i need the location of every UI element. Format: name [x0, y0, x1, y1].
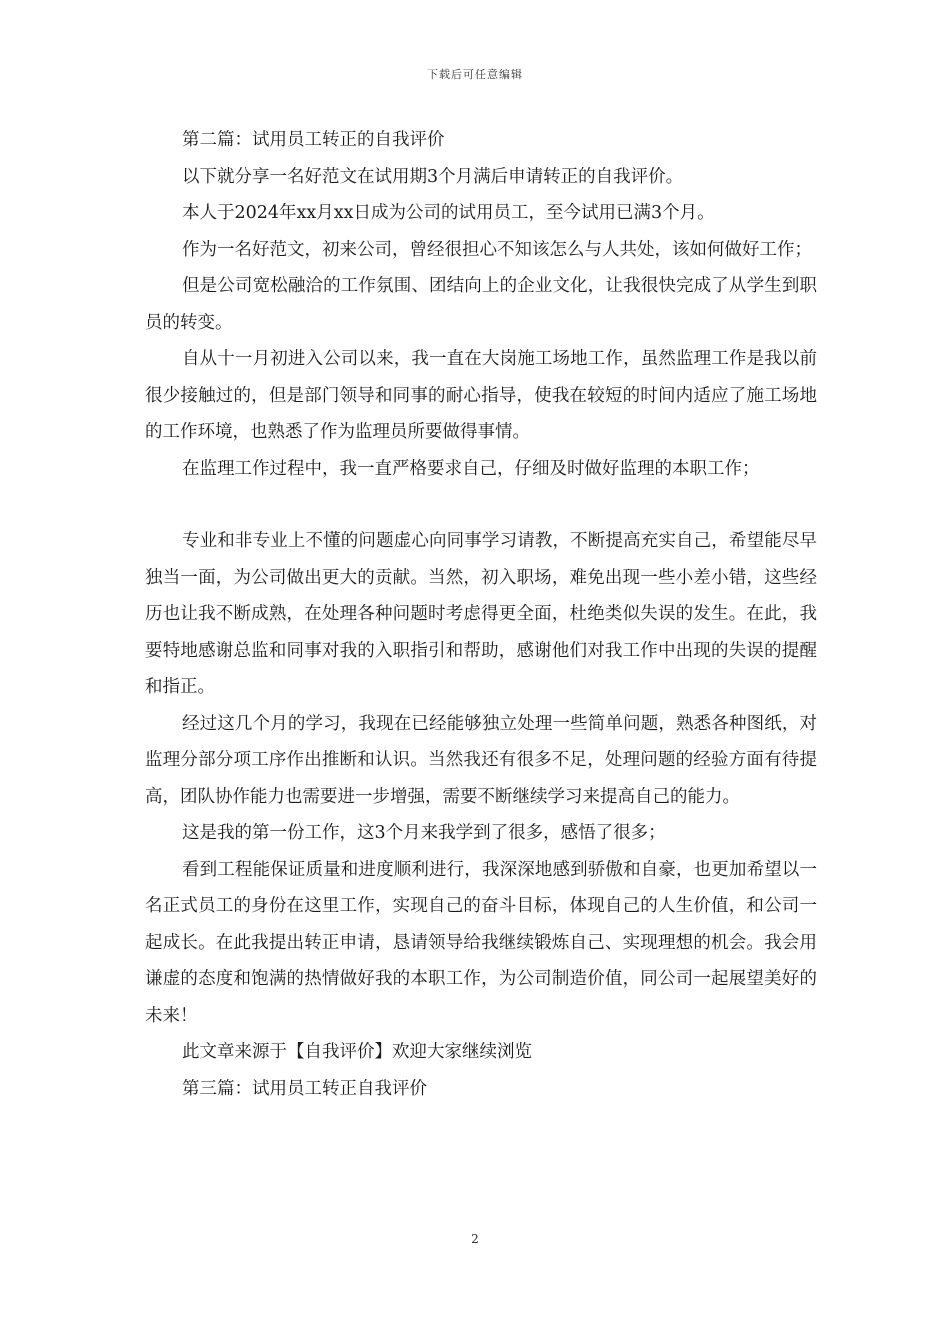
page-number: 2 — [471, 1232, 479, 1246]
paragraph: 但是公司宽松融洽的工作氛围、团结向上的企业文化，让我很快完成了从学生到职员的转变。 — [145, 276, 817, 333]
page-header: 下载后可任意编辑 — [427, 68, 523, 81]
paragraph: 经过这几个月的学习，我现在已经能够独立处理一些简单问题，熟悉各种图纸，对监理分部分项工序作出推断和认识。当然我还有很多不足，处理问题的经验方面有待提高，团队协作能力也需要进一步增强，需要不断继续学习来提高自己的能力。 — [145, 713, 817, 807]
blank-line — [145, 487, 817, 523]
paragraph: 看到工程能保证质量和进度顺利进行，我深深地感到骄傲和自豪，也更加希望以一名正式员工的身份在这里工作，实现自己的奋斗目标，体现自己的人生价值，和公司一起成长。在此我提出转正申请，恳请领导给我继续锻炼自己、实现理想的机会。我会用谦虚的态度和饱满的热情做好我的本职工作，为公司制造价值，同公司一起展望美好的未来！ — [145, 859, 817, 1026]
paragraph: 专业和非专业上不懂的问题虚心向同事学习请教，不断提高充实自己，希望能尽早独当一面，为公司做出更大的贡献。当然，初入职场，难免出现一些小差小错，这些经历也让我不断成熟，在处理各种问题时考虑得更全面，杜绝类似失误的发生。在此，我要特地感谢总监和同事对我的入职指引和帮助，感谢他们对我工作中出现的失误的提醒和指正。 — [145, 531, 817, 697]
paragraph: 作为一名好范文，初来公司，曾经很担心不知该怎么与人共处，该如何做好工作； — [182, 239, 812, 260]
paragraph-intro: 以下就分享一名好范文在试用期3个月满后申请转正的自我评价。 — [182, 166, 684, 187]
paragraph: 本人于2024年xx月xx日成为公司的试用员工，至今试用已满3个月。 — [182, 203, 715, 223]
paragraph: 自从十一月初进入公司以来，我一直在大岗施工场地工作，虽然监理工作是我以前很少接触过的，但是部门领导和同事的耐心指导，使我在较短的时间内适应了施工场地的工作环境，也熟悉了作为监理员所要做得事情。 — [145, 349, 817, 442]
section-title-2: 第二篇：试用员工转正的自我评价 — [182, 130, 445, 150]
source-note: 此文章来源于【自我评价】欢迎大家继续浏览 — [182, 1042, 532, 1062]
document-body — [145, 122, 817, 1107]
paragraph: 这是我的第一份工作，这3个月来我学到了很多，感悟了很多； — [182, 823, 666, 843]
paragraph: 在监理工作过程中，我一直严格要求自己，仔细及时做好监理的本职工作； — [182, 458, 760, 479]
section-title-3: 第三篇：试用员工转正自我评价 — [182, 1078, 427, 1099]
